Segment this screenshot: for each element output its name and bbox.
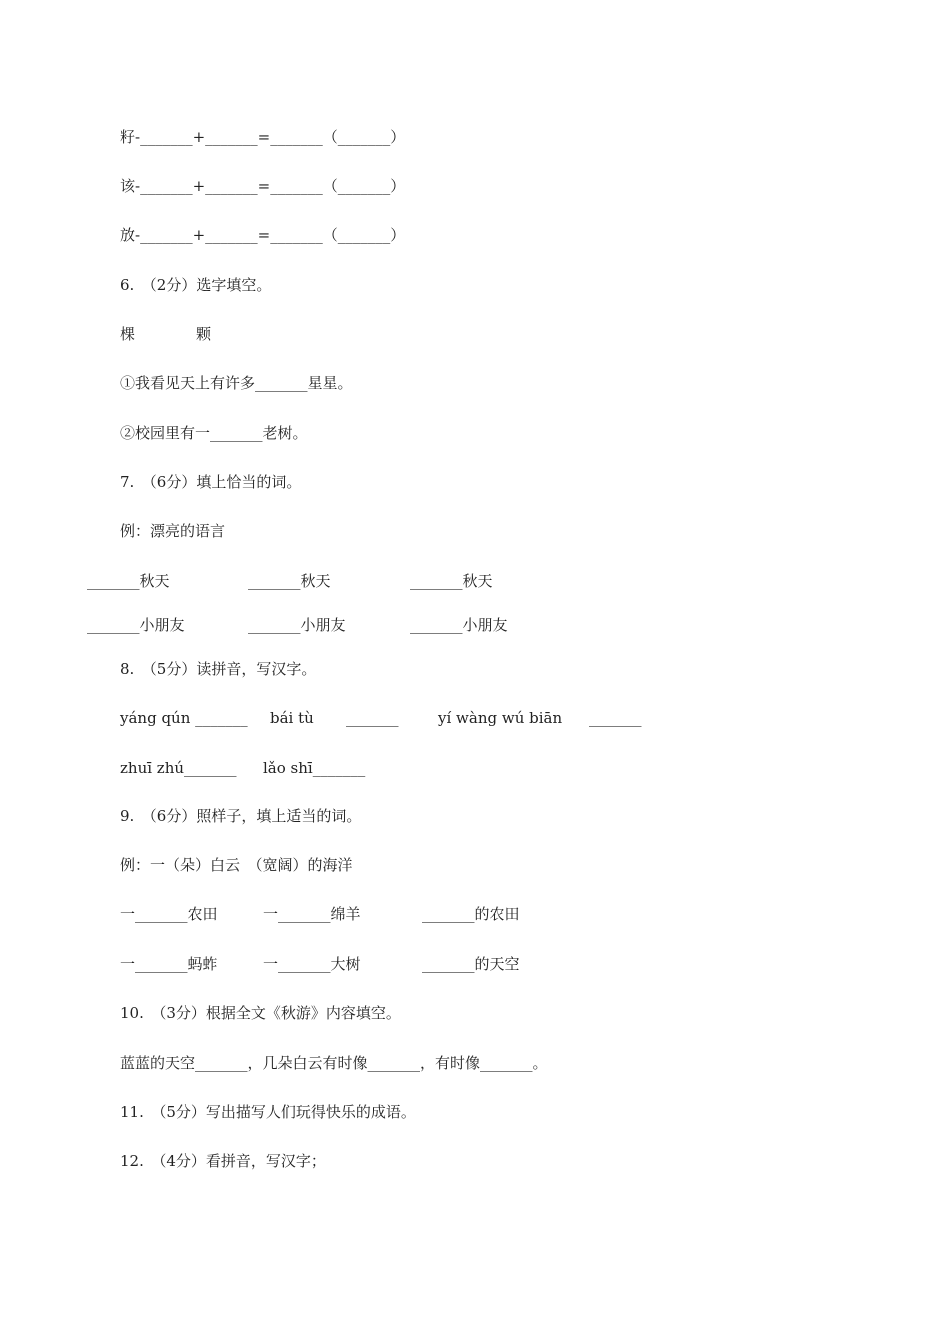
q7-blank: _______秋天: [87, 572, 170, 590]
q9-blank: _______的农田: [422, 905, 520, 923]
q8-pinyin-blank: lǎo shī_______: [263, 759, 366, 777]
q7-row-1: [0, 571, 950, 591]
q9-title: 9. （6分）照样子，填上适当的词。: [120, 807, 362, 825]
q7-blank: _______秋天: [248, 572, 331, 590]
q7-blank: _______小朋友: [248, 616, 346, 634]
q8-row-2: [0, 758, 950, 778]
q12-title: 12. （4分）看拼音，写汉字；: [120, 1152, 326, 1170]
q8-title: 8. （5分）读拼音，写汉字。: [120, 660, 317, 678]
q8-blank: _______: [346, 709, 399, 727]
q8-pinyin-blank: yáng qún _______: [120, 709, 248, 727]
q7-blank: _______秋天: [410, 572, 493, 590]
q5-row-3: 放-_______+_______=_______（_______）: [120, 226, 406, 244]
q9-blank: 一_______绵羊: [263, 905, 361, 923]
q7-example: 例：漂亮的语言: [120, 522, 226, 540]
q6-option-1: 棵: [120, 325, 136, 343]
q10-text: 蓝蓝的天空_______，几朵白云有时像_______，有时像_______。: [120, 1054, 548, 1072]
q9-example: 例：一（朵）白云 （宽阔）的海洋: [120, 856, 353, 874]
q11-title: 11. （5分）写出描写人们玩得快乐的成语。: [120, 1103, 416, 1121]
q8-pinyin: bái tù: [270, 709, 314, 727]
q9-row-2: [0, 954, 950, 974]
q7-blank: _______小朋友: [87, 616, 185, 634]
q6-title: 6. （2分）选字填空。: [120, 276, 272, 294]
q9-blank: _______的天空: [422, 955, 520, 973]
q6-item-2: ②校园里有一_______老树。: [120, 424, 308, 442]
q8-pinyin: yí wàng wú biān: [438, 709, 563, 727]
q8-row-1: [0, 708, 950, 728]
q9-row-1: [0, 904, 950, 924]
q9-blank: 一_______蚂蚱: [120, 955, 218, 973]
q8-blank: _______: [589, 709, 642, 727]
q9-blank: 一_______大树: [263, 955, 361, 973]
q7-blank: _______小朋友: [410, 616, 508, 634]
q7-title: 7. （6分）填上恰当的词。: [120, 473, 302, 491]
q10-title: 10. （3分）根据全文《秋游》内容填空。: [120, 1004, 401, 1022]
q6-options: [0, 324, 950, 344]
q8-pinyin-blank: zhuī zhú_______: [120, 759, 237, 777]
q9-blank: 一_______农田: [120, 905, 218, 923]
q6-item-1: ①我看见天上有许多_______星星。: [120, 374, 353, 392]
q7-row-2: [0, 615, 950, 635]
q5-row-1: 籽-_______+_______=_______（_______）: [120, 128, 406, 146]
q6-option-2: 颗: [196, 325, 212, 343]
q5-row-2: 该-_______+_______=_______（_______）: [120, 177, 406, 195]
